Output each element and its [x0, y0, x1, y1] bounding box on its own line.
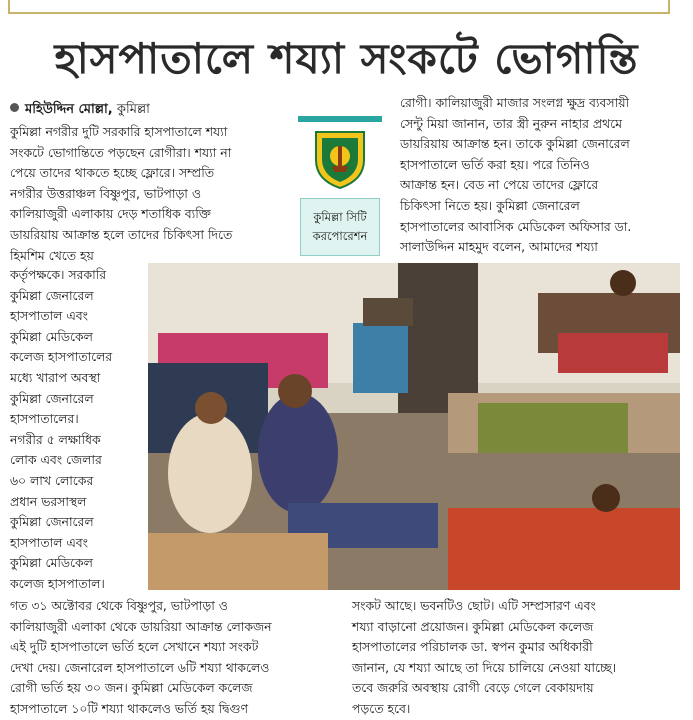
- text-line: হাসপাতাল এবং: [10, 308, 89, 324]
- text-line: কুমিল্লা জেনারেল: [10, 390, 94, 406]
- article-column-5: [352, 596, 684, 720]
- text-line: কলেজ হাসপাতাল।: [10, 575, 105, 591]
- text-line: নগরীর উত্তরাঞ্চল বিষ্ণুপুর, ভাটপাড়া ও: [10, 185, 201, 201]
- article-column-3: [10, 265, 146, 595]
- text-line: কুমিল্লা জেনারেল: [10, 514, 94, 530]
- text-line: পড়তে হবে।: [352, 700, 411, 716]
- text-line: পেয়ে তাদের থাকতে হচ্ছে ফ্লোরে। সম্প্রতি: [10, 165, 215, 181]
- article-column-2: [400, 93, 682, 258]
- photo-illustration: [148, 263, 680, 590]
- top-border-frame: [8, 0, 670, 14]
- text-line: হাসপাতাল এবং: [10, 534, 89, 550]
- text-line: কুমিল্লা মেডিকেল: [10, 328, 93, 344]
- text-line: শয্যা বাড়ানো প্রয়োজন। কুমিল্লা মেডিকেল কলেজ: [352, 618, 594, 634]
- bullet-dot-icon: [10, 103, 19, 112]
- text-line: হিমশিম খেতে হয়: [10, 247, 94, 263]
- text-line: সালাউদ্দিন মাহমুদ বলেন, আমাদের শয্যা: [400, 239, 598, 255]
- text-line: হাসপাতালে ১০টি শয্যা থাকলেও ভর্তি হয় দ্বিগুণ: [10, 700, 248, 716]
- text-line: মধ্যে খারাপ অবস্থা: [10, 369, 101, 385]
- text-line: কালিয়াজুরী এলাকায় দেড় শতাধিক ব্যক্তি: [10, 206, 211, 222]
- text-line: কুমিল্লা জেনারেল: [10, 287, 94, 303]
- text-line: হাসপাতালের আবাসিক মেডিকেল অফিসার ডা.: [400, 218, 632, 234]
- logo-accent-bar: [298, 116, 382, 122]
- text-line: ৬০ লাখ লোকের: [10, 472, 94, 488]
- text-line: হাসপাতালের পরিচালক ডা. স্বপন কুমার অধিকারী: [352, 639, 593, 655]
- text-line: সংকটে ভোগান্তিতে পড়ছেন রোগীরা। শয্যা না: [10, 144, 232, 160]
- text-line: প্রধান ভরসাস্থল: [10, 493, 87, 509]
- logo-caption-line2: করপোরেশন: [312, 229, 368, 243]
- text-line: লোক এবং জেলার: [10, 452, 102, 468]
- logo-caption: [300, 198, 380, 256]
- text-line: রোগী ভর্তি হয় ৩০ জন। কুমিল্লা মেডিকেল কলেজ: [10, 680, 253, 696]
- text-line: কুমিল্লা মেডিকেল: [10, 555, 93, 571]
- byline-author: মহিউদ্দিন মোল্লা,: [25, 102, 113, 117]
- text-line: জানান, যে শয্যা আছে তা দিয়ে চালিয়ে নেওয়া যাচ্ছে।: [352, 659, 617, 675]
- text-line: তবে জরুরি অবস্থায় রোগী বেড়ে গেলে বেকায়দায়: [352, 680, 594, 696]
- text-line: ডায়রিয়ায় আক্রান্ত হন। তাকে কুমিল্লা জেনারেল: [400, 136, 630, 152]
- text-line: এই দুটি হাসপাতালে ভর্তি হলে সেখানে শয্যা সংকট: [10, 639, 259, 655]
- text-line: ডায়রিয়ায় আক্রান্ত হলে তাদের চিকিৎসা দিতে: [10, 226, 233, 242]
- byline-place: কুমিল্লা: [116, 102, 150, 117]
- text-line: সংকট আছে। ভবনটিও ছোট। এটি সম্প্রসারণ এবং: [352, 598, 596, 613]
- hospital-ward-photo: [148, 263, 680, 590]
- logo-caption-line1: কুমিল্লা সিটি: [313, 210, 367, 224]
- text-line: দেখা দেয়। জেনারেল হাসপাতালে ৬টি শয্যা থাকলেও: [10, 659, 270, 675]
- city-corporation-seal-icon: [312, 126, 368, 190]
- text-line: নগরীর ৫ লক্ষাধিক: [10, 431, 101, 447]
- article-column-1: [10, 122, 300, 266]
- text-line: সেন্টু মিয়া জানান, তার স্ত্রী নুরুন নাহার প্রথমে: [400, 115, 622, 131]
- text-line: কলেজ হাসপাতালের: [10, 349, 113, 365]
- text-line: কর্তৃপক্ষকে। সরকারি: [10, 267, 107, 282]
- city-corporation-logo: [298, 116, 382, 264]
- text-line: রোগী। কালিয়াজুরী মাজার সংলগ্ন ক্ষুদ্র ব্যবসায়ী: [400, 95, 630, 110]
- text-line: কালিয়াজুরী এলাকা থেকে ডায়রিয়া আক্রান্ত লোকজন: [10, 618, 272, 634]
- text-line: চিকিৎসা নিতে হয়। কুমিল্লা জেনারেল: [400, 197, 580, 213]
- byline: [10, 100, 150, 120]
- headline: হাসপাতালে শয্যা সংকটে ভোগান্তি: [54, 34, 639, 83]
- article-column-4: [10, 596, 346, 720]
- text-line: গত ৩১ অক্টোবর থেকে বিষ্ণুপুর, ভাটপাড়া ও: [10, 598, 228, 613]
- text-line: হাসপাতালের।: [10, 411, 79, 427]
- text-line: কুমিল্লা নগরীর দুটি সরকারি হাসপাতালে শয্যা: [10, 124, 228, 139]
- text-line: আক্রান্ত হন। বেড না পেয়ে তাদের ফ্লোরে: [400, 177, 599, 193]
- text-line: হাসপাতালে ভর্তি করা হয়। পরে তিনিও: [400, 156, 590, 172]
